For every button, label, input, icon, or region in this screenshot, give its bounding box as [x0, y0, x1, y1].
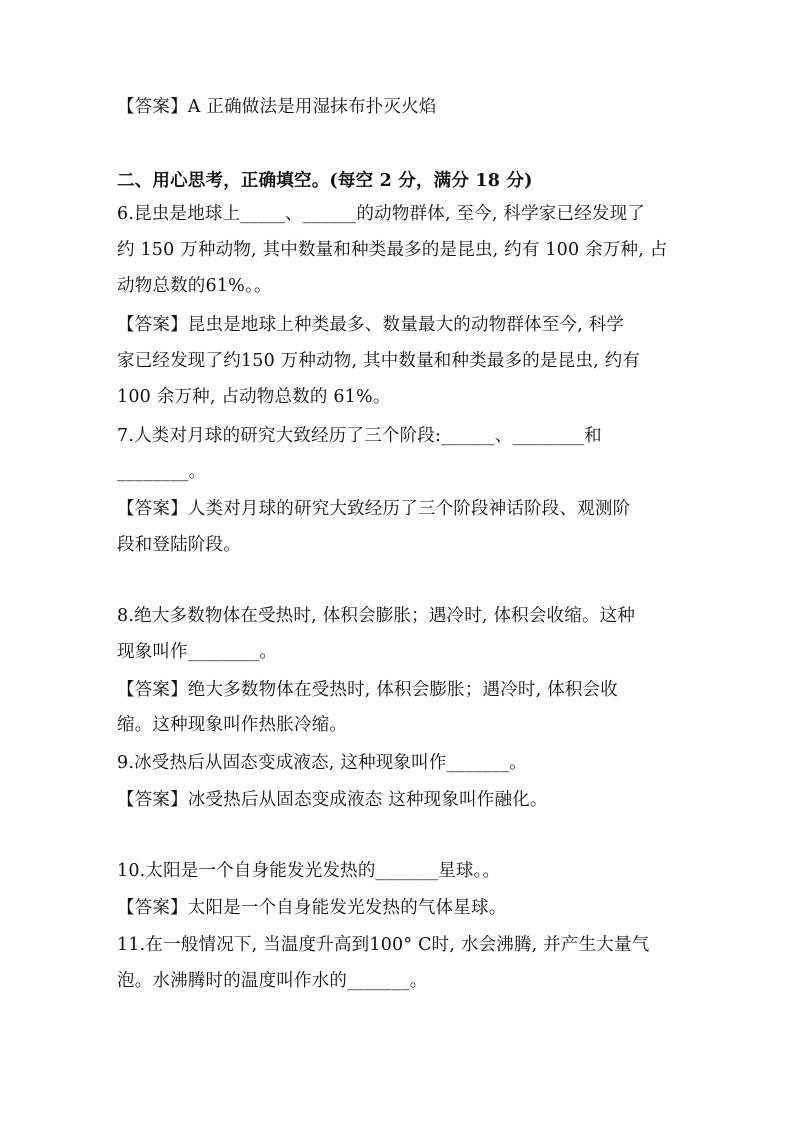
answer-7-line-2: 段和登陆阶段。: [117, 535, 241, 555]
question-7-line-1: 7.人类对月球的研究大致经历了三个阶段:______、________和: [117, 426, 602, 446]
question-8-line-1: 8.绝大多数物体在受热时, 体积会膨胀；遇冷时, 体积会收缩。这种: [117, 606, 636, 626]
answer-6-line-3: 100 余万种, 占动物总数的 61%。: [117, 387, 391, 407]
answer-8-line-2: 缩。这种现象叫作热胀冷缩。: [117, 715, 348, 735]
question-10: 10.太阳是一个自身能发光发热的_______星球。。: [117, 861, 501, 881]
question-11-line-1: 11.在一般情况下, 当温度升高到100° C时, 水会沸腾, 并产生大量气: [117, 935, 650, 955]
question-6-line-1: 6.昆虫是地球上_____、______的动物群体, 至今, 科学家已经发现了: [117, 204, 645, 224]
answer-6-line-2: 家已经发现了约150 万种动物, 其中数量和种类最多的是昆虫, 约有: [117, 351, 641, 371]
question-7-line-2: ________。: [117, 462, 207, 482]
answer-7-line-1: 【答案】人类对月球的研究大致经历了三个阶段神话阶段、观测阶: [117, 499, 631, 519]
answer-5: 【答案】A 正确做法是用湿抹布扑灭火焰: [117, 97, 437, 117]
question-11-line-2: 泡。水沸腾时的温度叫作水的_______。: [117, 971, 428, 991]
answer-9: 【答案】冰受热后从固态变成液态 这种现象叫作融化。: [117, 790, 548, 810]
question-6-line-3: 动物总数的61%。。: [117, 276, 272, 296]
answer-6-line-1: 【答案】昆虫是地球上种类最多、数量最大的动物群体至今, 科学: [117, 315, 625, 335]
answer-8-line-1: 【答案】绝大多数物体在受热时, 体积会膨胀；遇冷时, 体积会收: [117, 680, 618, 700]
answer-10: 【答案】太阳是一个自身能发光发热的气体星球。: [117, 898, 507, 918]
question-9: 9.冰受热后从固态变成液态, 这种现象叫作_______。: [117, 753, 527, 773]
section-heading: 二、用心思考，正确填空。(每空 2 分，满分 18 分): [117, 171, 533, 191]
question-6-line-2: 约 150 万种动物, 其中数量和种类最多的是昆虫, 约有 100 余万种, 占: [117, 240, 668, 260]
question-8-line-2: 现象叫作________。: [117, 642, 278, 662]
